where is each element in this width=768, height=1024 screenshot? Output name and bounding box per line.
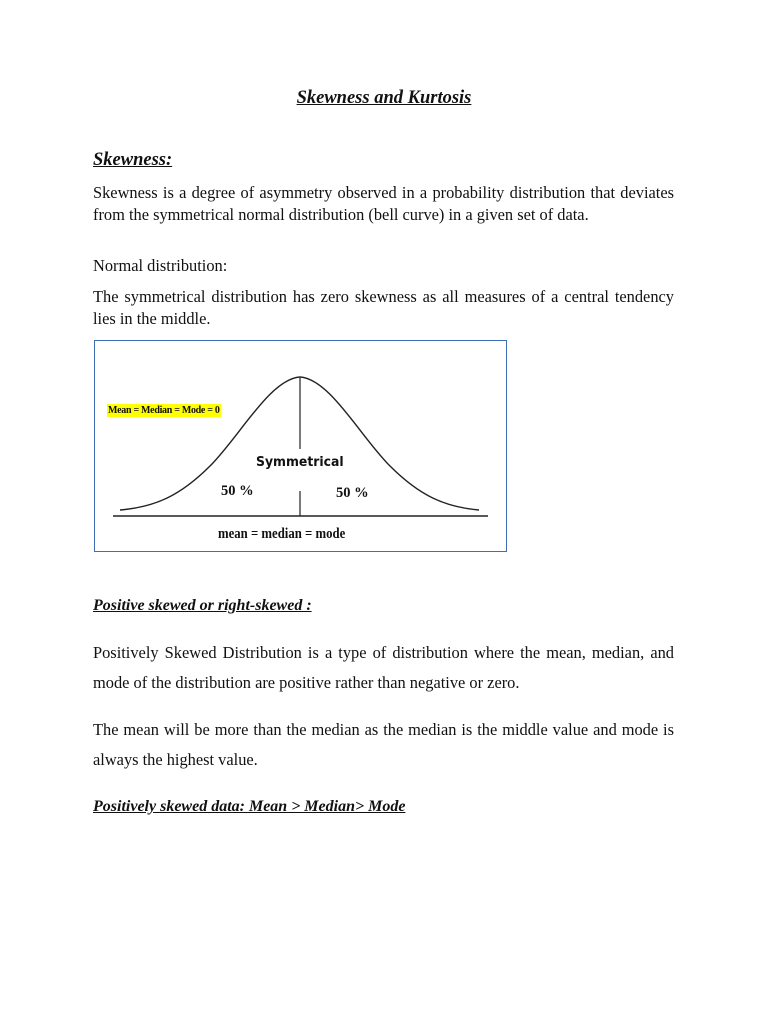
skewness-heading: Skewness: — [93, 150, 173, 170]
positive-paragraph-1: Positively Skewed Distribution is a type of distribution where the mean, median, and mode of the distribution are positive rather than negative or zero. — [93, 643, 674, 692]
symmetric-distribution-figure — [94, 340, 507, 552]
page-title: Skewness and Kurtosis — [296, 88, 472, 108]
symmetric-paragraph: The symmetrical distribution has zero skewness as all measures of a central tendency lies in the middle. — [93, 287, 674, 328]
right-percent-label: 50 % — [336, 485, 369, 501]
normal-distribution-label: Normal distribution: — [93, 256, 228, 275]
positive-data-heading: Positively skewed data: Mean > Median> Mode — [93, 798, 406, 815]
intro-paragraph: Skewness is a degree of asymmetry observed in a probability distribution that deviates from the symmetrical normal distribution (bell curve) in a given set of data. — [93, 183, 674, 224]
symmetrical-label: Symmetrical — [256, 454, 344, 470]
positive-skew-heading: Positive skewed or right-skewed : — [93, 597, 312, 614]
left-percent-label: 50 % — [221, 483, 254, 499]
bell-curve-graphic — [95, 341, 508, 553]
positive-paragraph-2: The mean will be more than the median as the median is the middle value and mode is always the highest value. — [93, 720, 674, 769]
axis-caption: mean = median = mode — [218, 526, 346, 542]
mean-median-mode-highlight: Mean = Median = Mode = 0 — [108, 405, 220, 416]
